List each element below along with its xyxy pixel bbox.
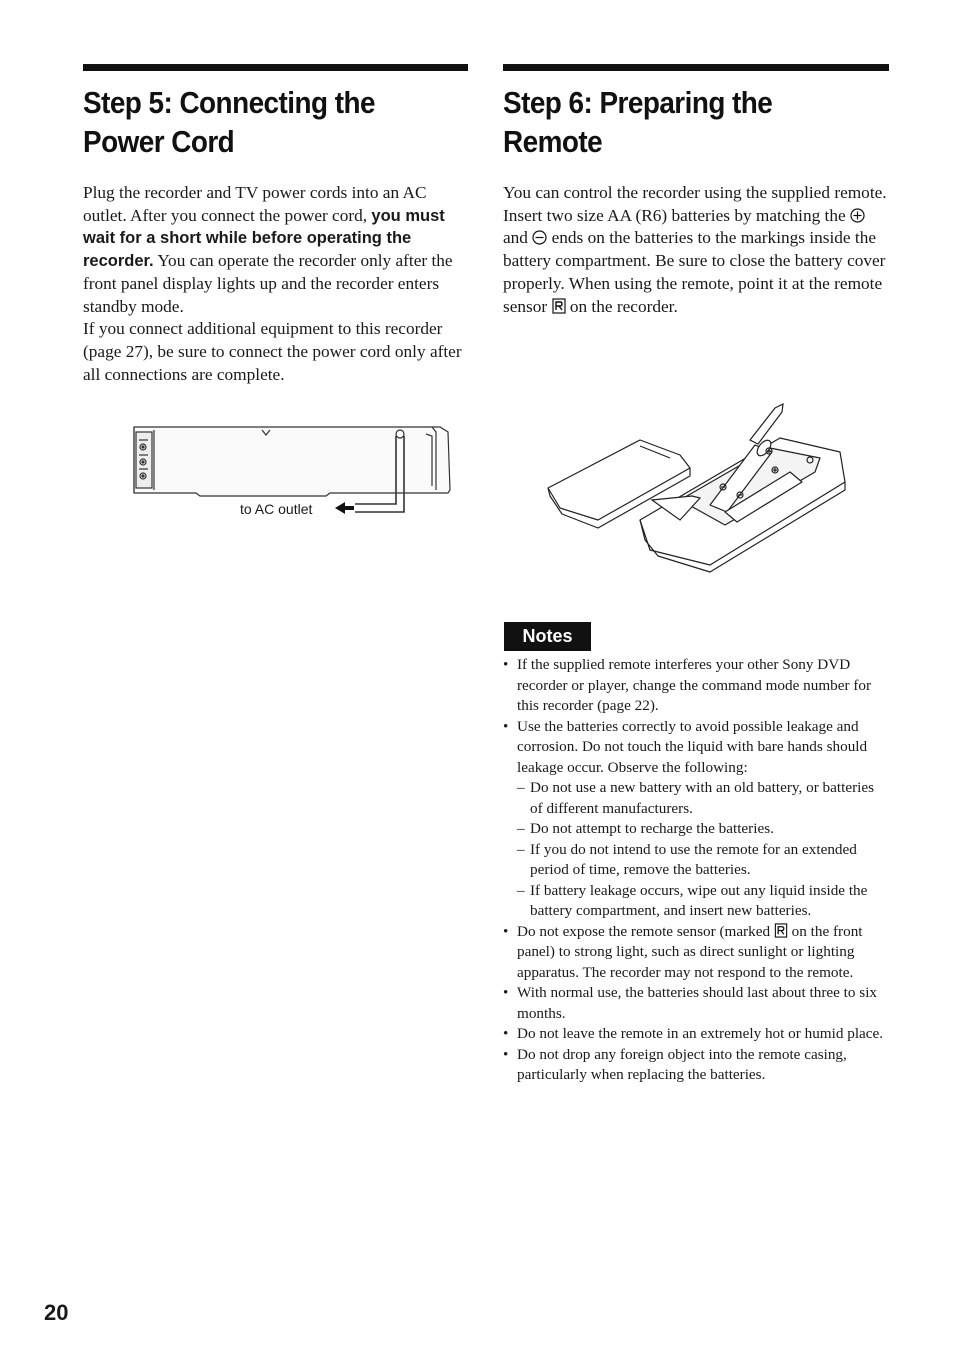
notes-list — [503, 655, 889, 1086]
page-number: 20 — [44, 1300, 69, 1325]
list-item: • Do not leave the remote in an extremely hot or humid place. — [503, 1024, 889, 1045]
remote-sensor-icon — [774, 923, 788, 938]
sub-list-item: – If battery leakage occurs, wipe out any liquid inside the battery compartment, and insert new batteries. — [503, 881, 889, 922]
sub-list-item: – Do not use a new battery with an old battery, or batteries of different manufacturers. — [503, 778, 889, 819]
step5-paragraph-2: If you connect additional equipment to this recorder (page 27), be sure to connect the power cord only after all connections are complete. — [83, 319, 462, 384]
step5-paragraph-1: Plug the recorder and TV power cords into an AC outlet. After you connect the power cord, you must wait for a short while before operating the recorder. You can operate the recorder only after the front panel display lights up and the recorder enters standby mode. — [83, 183, 453, 316]
heading-rule — [83, 64, 468, 71]
list-item: • Use the batteries correctly to avoid possible leakage and corrosion. Do not touch the liquid with bare hands should leakage occur. Observe the following: — [503, 717, 889, 779]
remote-sensor-icon — [552, 298, 566, 314]
heading-rule — [503, 64, 889, 71]
step6-paragraph-2: Insert two size AA (R6) batteries by matching the and ends on the batteries to the markings inside the battery compartment. Be sure to close the battery cover properly. When using the remote, point it at the remote sensor on the recorder. — [503, 205, 886, 316]
remote-battery-illustration — [540, 400, 850, 575]
step6-title: Step 6: Preparing the Remote — [503, 85, 773, 159]
step5-body — [83, 182, 469, 386]
notes-heading: Notes — [504, 622, 591, 651]
section-step6 — [503, 64, 889, 161]
list-item: • Do not expose the remote sensor (marked on the front panel) to strong light, such as direct sunlight or lighting apparatus. The recorder may not respond to the remote. — [503, 922, 889, 984]
list-item: • If the supplied remote interferes your other Sony DVD recorder or player, change the command mode number for this recorder (page 22). — [503, 655, 889, 717]
step5-title: Step 5: Connecting the Power Cord — [83, 85, 375, 159]
sub-list-item: – If you do not intend to use the remote for an extended period of time, remove the batteries. — [503, 840, 889, 881]
section-step5 — [83, 64, 468, 161]
figure-caption: to AC outlet — [240, 501, 313, 517]
sub-list-item: – Do not attempt to recharge the batteries. — [503, 819, 889, 840]
step6-body — [503, 182, 889, 318]
step6-paragraph-1: You can control the recorder using the supplied remote. — [503, 183, 887, 202]
plus-circle-icon — [850, 208, 865, 223]
minus-circle-icon — [532, 230, 547, 245]
list-item: • With normal use, the batteries should last about three to six months. — [503, 983, 889, 1024]
list-item: • Do not drop any foreign object into the remote casing, particularly when replacing the batteries. — [503, 1045, 889, 1086]
